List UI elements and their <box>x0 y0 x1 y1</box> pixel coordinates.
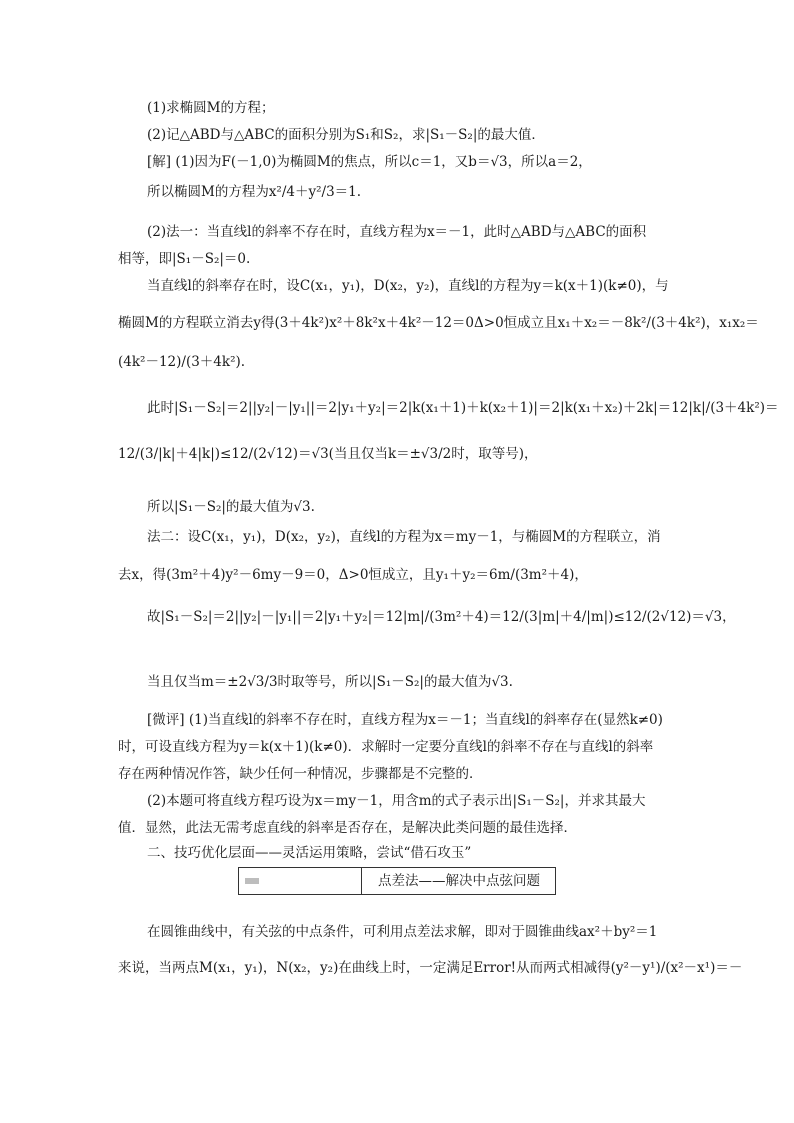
section-title-box <box>238 867 556 895</box>
method-1-line-g: 12/(3/|k|＋4|k|)≤12/(2√12)＝√3(当且仅当k＝±√3/2时，取等号)， <box>118 446 538 462</box>
comment-line-a <box>147 710 663 730</box>
section-tag-cell <box>239 868 362 894</box>
method-1-line-h: 所以|S₁－S₂|的最大值为√3. <box>147 499 315 515</box>
method-1-line-d: 椭圆M的方程联立消去y得(3＋4k²)x²＋8k²x＋4k²－12＝0Δ>0恒成立且x₁＋x₂＝－8k²/(3＋4k²)，x₁x₂＝ <box>118 315 759 331</box>
solution-1-result: 所以椭圆M的方程为x²/4＋y²/3＝1. <box>147 184 362 200</box>
comment-line-d: (2)本题可将直线方程巧设为x＝my－1，用含m的式子表示出|S₁－S₂|，并求其最大 <box>147 793 646 809</box>
comment-a-text: (1)当直线l的斜率不存在时，直线方程为x＝－1；当直线l的斜率存在(显然k≠0) <box>188 712 663 728</box>
method-2-line-c: 故|S₁－S₂|＝2||y₂|－|y₁||＝2|y₁＋y₂|＝12|m|/(3m²＋4)＝12/(3|m|＋4/|m|)≤12/(2√12)＝√3， <box>147 609 736 625</box>
question-1: (1)求椭圆M的方程； <box>147 100 275 116</box>
comment-label: [微评] <box>147 712 185 728</box>
method-1-line-b: 相等，即|S₁－S₂|＝0. <box>118 251 251 267</box>
question-2: (2)记△ABD与△ABC的面积分别为S₁和S₂，求|S₁－S₂|的最大值． <box>147 127 545 143</box>
section-box-title: 点差法——解决中点弦问题 <box>378 873 540 889</box>
method-1-line-e: (4k²－12)/(3＋4k²). <box>118 354 246 370</box>
section-tag-icon <box>245 878 259 884</box>
paragraph-line-a: 在圆锥曲线中，有关弦的中点条件，可利用点差法求解，即对于圆锥曲线ax²＋by²＝1 <box>147 924 658 940</box>
method-1-line-c: 当直线l的斜率存在时，设C(x₁，y₁)，D(x₂，y₂)，直线l的方程为y＝k(x＋1)(k≠0)，与 <box>147 278 669 294</box>
solution-label: [解] <box>147 154 172 170</box>
comment-line-c: 存在两种情况作答，缺少任何一种情况，步骤都是不完整的． <box>118 766 483 782</box>
paragraph-line-b: 来说，当两点M(x₁，y₁)，N(x₂，y₂)在曲线上时，一定满足Error!从而两式相减得(y²－y¹)/(x²－x¹)＝－ <box>118 960 743 976</box>
method-1-line-f: 此时|S₁－S₂|＝2||y₂|－|y₁||＝2|y₁＋y₂|＝2|k(x₁＋1)＋k(x₂＋1)|＝2|k(x₁＋x₂)＋2k|＝12|k|/(3＋4k²)＝ <box>147 400 779 416</box>
method-1-line-a: (2)法一：当直线l的斜率不存在时，直线方程为x＝－1，此时△ABD与△ABC的面积 <box>147 224 647 240</box>
section-2-heading: 二、技巧优化层面——灵活运用策略，尝试“借石攻玉” <box>147 845 472 861</box>
solution-part-1 <box>147 152 592 172</box>
solution-1-text: (1)因为F(－1,0)为椭圆M的焦点，所以c＝1，又b＝√3，所以a＝2， <box>175 154 592 170</box>
method-2-line-d: 当且仅当m＝±2√3/3时取等号，所以|S₁－S₂|的最大值为√3. <box>147 674 513 690</box>
comment-line-e: 值．显然，此法无需考虑直线的斜率是否存在，是解决此类问题的最佳选择． <box>118 820 577 836</box>
method-2-line-a: 法二：设C(x₁，y₁)，D(x₂，y₂)，直线l的方程为x＝my－1，与椭圆M的方程联立，消 <box>147 529 661 545</box>
comment-line-b: 时，可设直线方程为y＝k(x＋1)(k≠0)．求解时一定要分直线l的斜率不存在与直线l的斜率 <box>118 739 654 755</box>
method-2-line-b: 去x，得(3m²＋4)y²－6my－9＝0，Δ>0恒成立，且y₁＋y₂＝6m/(3m²＋4)， <box>118 567 588 583</box>
